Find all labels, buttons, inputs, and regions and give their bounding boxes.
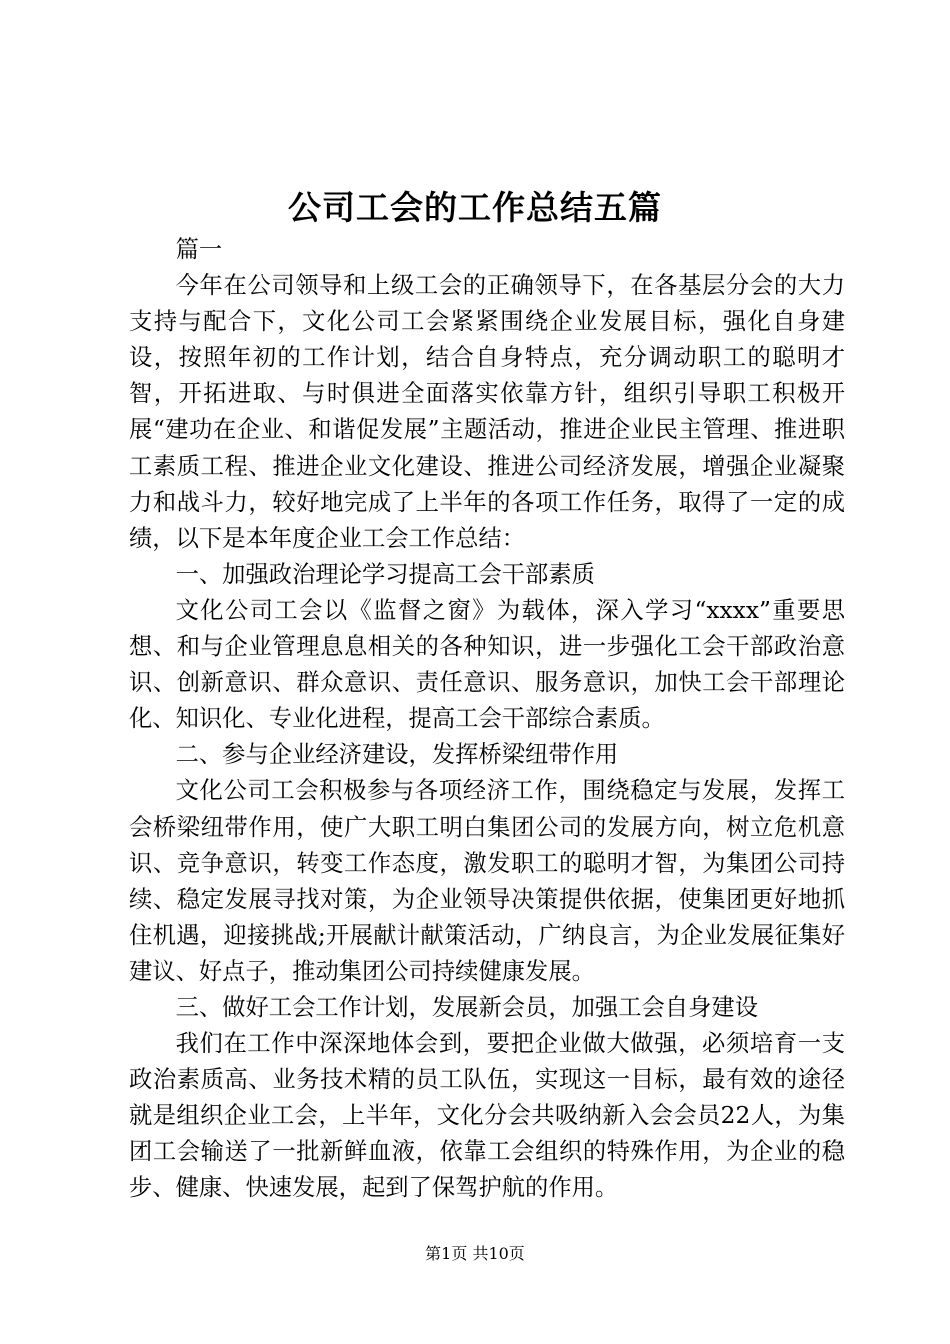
body-paragraph: 今年在公司领导和上级工会的正确领导下，在各基层分会的大力支持与配合下，文化公司工会紧紧围绕企业发展目标，强化自身建设，按照年初的工作计划，结合自身特点，充分调动职工的聪明才智，开拓进取、与时俱进全面落实依靠方针，组织引导职工积极开展“建功在企业、和谐促发展”主题活动，推进企业民主管理、推进职工素质工程、推进企业文化建设、推进公司经济发展，增强企业凝聚力和战斗力，较好地完成了上半年的各项工作任务，取得了一定的成绩，以下是本年度企业工会工作总结： bbox=[129, 272, 845, 552]
document-title: 公司工会的工作总结五篇 bbox=[288, 188, 662, 227]
document-body bbox=[129, 232, 845, 1207]
body-paragraph: 文化公司工会以《监督之窗》为载体，深入学习“xxxx”重要思想、和与企业管理息息相关的各种知识，进一步强化工会干部政治意识、创新意识、群众意识、责任意识、服务意识，加快工会干部理论化、知识化、专业化进程，提高工会干部综合素质。 bbox=[129, 596, 845, 733]
section-heading: 二、参与企业经济建设，发挥桥梁纽带作用 bbox=[175, 741, 619, 769]
section-heading: 一、加强政治理论学习提高工会干部素质 bbox=[175, 560, 595, 588]
body-paragraph: 文化公司工会积极参与各项经济工作，围绕稳定与发展，发挥工会桥梁纽带作用，使广大职工明白集团公司的发展方向，树立危机意识、竞争意识，转变工作态度，激发职工的聪明才智，为集团公司持续、稳定发展寻找对策，为企业领导决策提供依据，使集团更好地抓住机遇，迎接挑战;开展献计献策活动，广纳良言，为企业发展征集好建议、好点子，推动集团公司持续健康发展。 bbox=[129, 777, 845, 985]
section-heading: 三、做好工会工作计划，发展新会员，加强工会自身建设 bbox=[175, 993, 759, 1021]
page-footer: 第1页 共10页 bbox=[425, 1244, 525, 1263]
body-paragraph: 我们在工作中深深地体会到，要把企业做大做强，必须培育一支政治素质高、业务技术精的员工队伍，实现这一目标，最有效的途径就是组织企业工会，上半年，文化分会共吸纳新入会会员22人，为集团工会输送了一批新鲜血液，依靠工会组织的特殊作用，为企业的稳步、健康、快速发展，起到了保驾护航的作用。 bbox=[129, 1030, 845, 1202]
section-label: 篇一 bbox=[175, 236, 223, 263]
